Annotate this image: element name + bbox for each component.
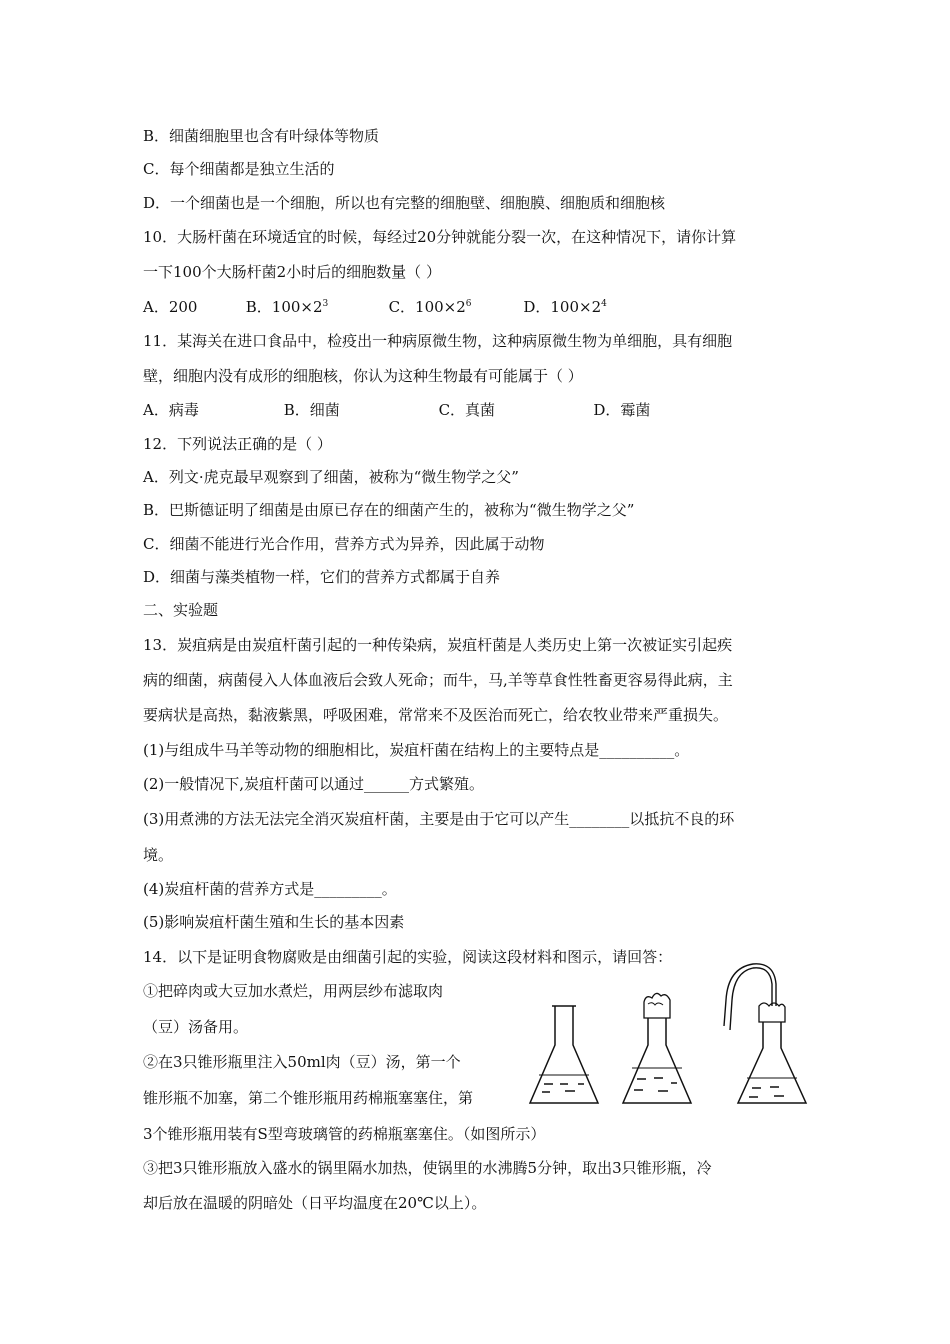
q10-stem-line2: 一下100个大肠杆菌2小时后的细胞数量（ ）: [143, 263, 441, 281]
q13-part2: (2)一般情况下,炭疽杆菌可以通过______方式繁殖。: [143, 775, 485, 793]
q14-step3-line1: ③把3只锥形瓶放入盛水的锅里隔水加热，使锅里的水沸腾5分钟，取出3只锥形瓶，冷: [143, 1159, 712, 1177]
q13-part3-line1: (3)用煮沸的方法无法完全消灭炭疽杆菌，主要是由于它可以产生________以抵抗不良的环: [143, 810, 735, 828]
q12-option-a: A．列文·虎克最早观察到了细菌，被称为“微生物学之父”: [143, 468, 519, 486]
q14-step2-line3: 3个锥形瓶用装有S型弯玻璃管的药棉瓶塞塞住。（如图所示）: [143, 1125, 546, 1143]
q11-stem-line1: 11．某海关在进口食品中，检疫出一种病原微生物，这种病原微生物为单细胞，具有细胞: [143, 332, 733, 350]
flask-experiment-figure: [520, 960, 820, 1110]
q12-stem: 12．下列说法正确的是（ ）: [143, 435, 332, 453]
flask-cotton-plug-icon: [623, 993, 691, 1103]
q11-stem-line2: 壁，细胞内没有成形的细胞核，你认为这种生物最有可能属于（ ）: [143, 367, 583, 385]
q11-option-c: C．真菌: [438, 401, 496, 419]
flask-s-tube-icon: [724, 964, 806, 1103]
q13-part3-line2: 境。: [143, 846, 174, 864]
q10-option-d: D．$100\times 2^4$: [523, 298, 607, 316]
q12-option-c: C．细菌不能进行光合作用，营养方式为异养，因此属于动物: [143, 535, 545, 553]
q13-stem-line3: 要病状是高热，黏液紫黑，呼吸困难，常常来不及医治而死亡，给农牧业带来严重损失。: [143, 706, 729, 724]
q14-step1-line2: （豆）汤备用。: [143, 1018, 249, 1036]
q11-options: [143, 400, 650, 420]
q14-step2-line2: 锥形瓶不加塞，第二个锥形瓶用药棉瓶塞塞住，第: [143, 1089, 474, 1107]
q9-option-d: D．一个细菌也是一个细胞，所以也有完整的细胞壁、细胞膜、细胞质和细胞核: [143, 194, 666, 212]
q10-stem-line1: 10．大肠杆菌在环境适宜的时候，每经过20分钟就能分裂一次，在这种情况下，请你计算: [143, 228, 737, 246]
q9-option-c: C．每个细菌都是独立生活的: [143, 160, 335, 178]
flask-open-icon: [530, 1006, 598, 1103]
q12-option-b: B．巴斯德证明了细菌是由原已存在的细菌产生的，被称为“微生物学之父”: [143, 501, 635, 519]
q13-stem-line2: 病的细菌，病菌侵入人体血液后会致人死命；而牛，马,羊等草食性牲畜更容易得此病，主: [143, 671, 733, 689]
q11-option-b: B．细菌: [283, 401, 340, 419]
q14-step1-line1: ①把碎肉或大豆加水煮烂，用两层纱布滤取肉: [143, 982, 444, 1000]
q11-option-d: D．霉菌: [593, 401, 651, 419]
q13-part5: (5)影响炭疽杆菌生殖和生长的基本因素: [143, 913, 405, 931]
q12-option-d: D．细菌与藻类植物一样，它们的营养方式都属于自养: [143, 568, 501, 586]
q10-option-b: B．$100\times 2^3$: [245, 298, 329, 316]
q9-option-b: B．细菌细胞里也含有叶绿体等物质: [143, 127, 380, 145]
q10-option-c: C．$100\times 2^6$: [388, 298, 472, 316]
q14-stem: 14．以下是证明食物腐败是由细菌引起的实验，阅读这段材料和图示，请回答：: [143, 948, 673, 966]
q10-option-a: A．200: [143, 298, 198, 316]
q13-part4: (4)炭疽杆菌的营养方式是_________。: [143, 880, 397, 898]
q10-options: [143, 297, 607, 317]
q11-option-a: A．病毒: [143, 401, 199, 419]
section-heading: 二、实验题: [143, 601, 219, 619]
q13-stem-line1: 13．炭疽病是由炭疽杆菌引起的一种传染病，炭疽杆菌是人类历史上第一次被证实引起疾: [143, 636, 733, 654]
q13-part1: (1)与组成牛马羊等动物的细胞相比，炭疽杆菌在结构上的主要特点是__________。: [143, 741, 690, 759]
q14-step2-line1: ②在3只锥形瓶里注入50ml肉（豆）汤，第一个: [143, 1053, 461, 1071]
q14-step3-line2: 却后放在温暖的阴暗处（日平均温度在20℃以上）。: [143, 1194, 487, 1212]
